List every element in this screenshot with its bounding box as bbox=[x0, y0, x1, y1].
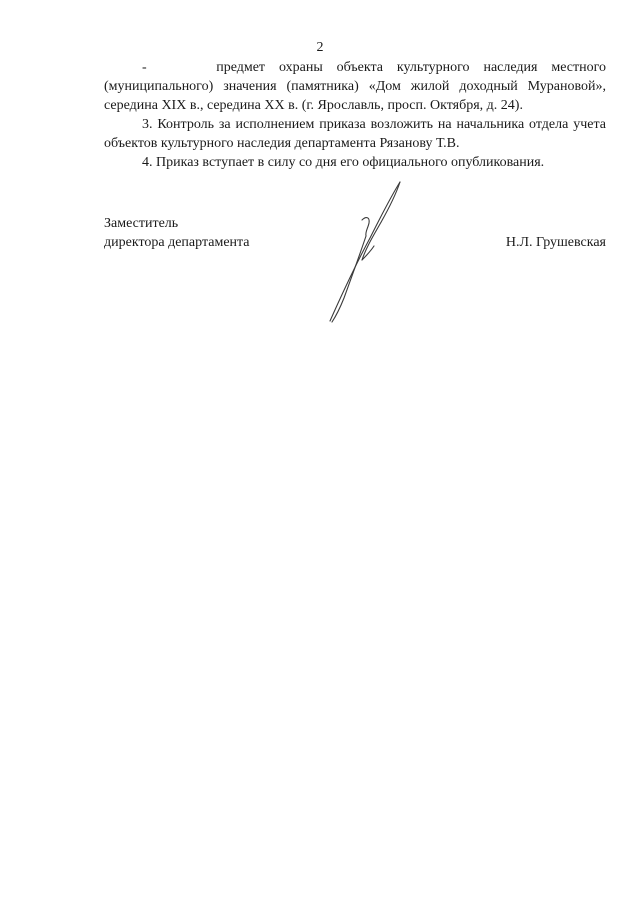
protection-subject-item: - предмет охраны объекта культурного наследия местного (муниципального) значения (памятника) «Дом жилой доходный Мурановой», середина XIX в., середина XX в. (г. Ярославль, просп. Октября, д. 24). bbox=[104, 60, 606, 113]
paragraph-4: 4. Приказ вступает в силу со дня его официального опубликования. bbox=[142, 155, 545, 170]
page-number: 2 bbox=[316, 40, 324, 55]
handwritten-signature bbox=[322, 176, 412, 326]
signatory-title-line-1: Заместитель bbox=[104, 216, 179, 231]
signatory-title-line-2: директора департамента bbox=[104, 235, 250, 250]
document-body bbox=[104, 58, 606, 172]
paragraph-3: 3. Контроль за исполнением приказа возложить на начальника отдела учета объектов культурного наследия департамента Рязанову Т.В. bbox=[104, 117, 606, 151]
signatory-name: Н.Л. Грушевская bbox=[505, 235, 606, 250]
